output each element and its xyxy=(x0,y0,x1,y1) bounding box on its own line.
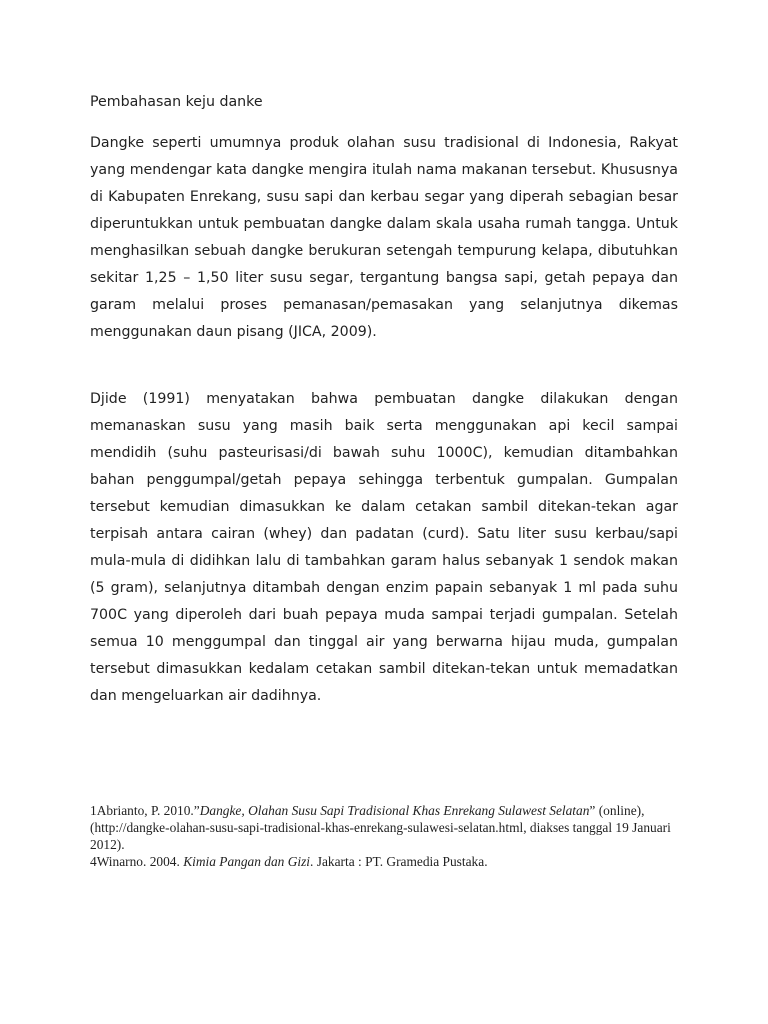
paragraph-1: Dangke seperti umumnya produk olahan susu tradisional di Indonesia, Rakyat yang mendengar kata dangke mengira itulah nama makanan tersebut. Khususnya di Kabupaten Enrekang, susu sapi dan kerbau segar yang diperah sebagian besar diperuntukkan untuk pembuatan dangke dalam skala usaha rumah tangga. Untuk menghasilkan sebuah dangke berukuran setengah tempurung kelapa, dibutuhkan sekitar 1,25 – 1,50 liter susu segar, tergantung bangsa sapi, getah pepaya dan garam melalui proses pemanasan/pemasakan yang selanjutnya dikemas menggunakan daun pisang (JICA, 2009). xyxy=(90,135,678,340)
section-heading: Pembahasan keju danke xyxy=(90,94,263,110)
paragraph-2: Djide (1991) menyatakan bahwa pembuatan dangke dilakukan dengan memanaskan susu yang masih baik serta menggunakan api kecil sampai mendidih (suhu pasteurisasi/di bawah suhu 1000C), kemudian ditambahkan bahan penggumpal/getah pepaya sehingga terbentuk gumpalan. Gumpalan tersebut kemudian dimasukkan ke dalam cetakan sambil ditekan-tekan agar terpisah antara cairan (whey) dan padatan (curd). Satu liter susu kerbau/sapi mula-mula di didihkan lalu di tambahkan garam halus sebanyak 1 sendok makan (5 gram), selanjutnya ditambah dengan enzim papain sebanyak 1 ml pada suhu 700C yang diperoleh dari buah pepaya muda sampai terjadi gumpalan. Setelah semua 10 menggumpal dan tinggal air yang berwarna hijau muda, gumpalan tersebut dimasukkan kedalam cetakan sambil ditekan-tekan untuk memadatkan dan mengeluarkan air dadihnya. xyxy=(90,391,678,704)
footnote-2 xyxy=(90,853,690,870)
footnote-1 xyxy=(90,802,690,853)
footnotes xyxy=(90,802,690,870)
footnote-2-title: Kimia Pangan dan Gizi xyxy=(183,854,311,869)
footnote-1-suffix: ” (online), (http://dangke-olahan-susu-sapi-tradisional-khas-enrekang-sulawesi-selatan.html, diakses tanggal 19 Januari 2012). xyxy=(90,803,671,852)
footnote-2-prefix: 4Winarno. 2004. xyxy=(90,854,184,869)
footnote-1-title: Dangke, Olahan Susu Sapi Tradisional Khas Enrekang Sulawest Selatan xyxy=(199,803,590,818)
footnote-1-prefix: 1Abrianto, P. 2010.” xyxy=(90,803,200,818)
footnote-2-suffix: . Jakarta : PT. Gramedia Pustaka. xyxy=(310,854,488,869)
